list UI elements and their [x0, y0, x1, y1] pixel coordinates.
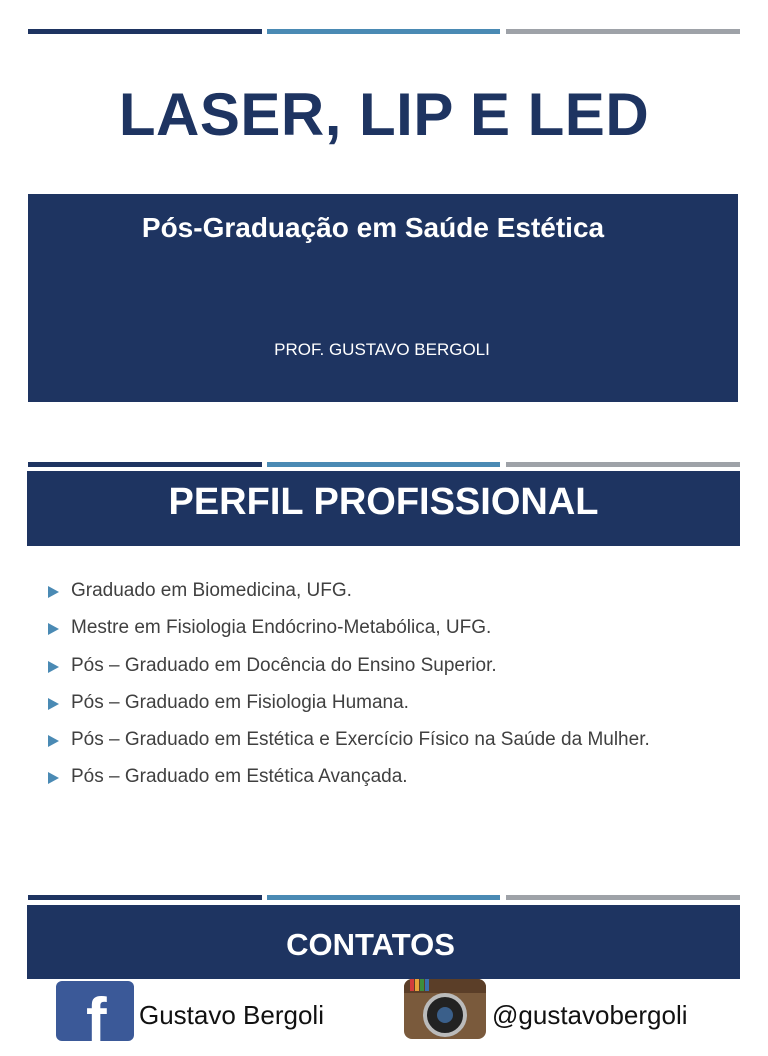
arrow-bullet-icon	[48, 735, 59, 747]
course-subtitle: Pós-Graduação em Saúde Estética	[141, 212, 605, 243]
stripe-gray	[506, 895, 740, 900]
facebook-icon[interactable]: f	[56, 981, 134, 1041]
middle-divider-stripes	[28, 462, 740, 467]
list-item: Pós – Graduado em Estética e Exercício Físico na Saúde da Mulher.	[48, 729, 650, 766]
stripe-navy	[28, 462, 262, 467]
arrow-bullet-icon	[48, 698, 59, 710]
instagram-icon[interactable]	[404, 979, 486, 1039]
stripe-blue	[267, 29, 500, 34]
arrow-bullet-icon	[48, 586, 59, 598]
list-item: Pós – Graduado em Docência do Ensino Superior.	[48, 655, 650, 692]
list-item: Mestre em Fisiologia Endócrino-Metabólica, UFG.	[48, 617, 650, 654]
contatos-heading: CONTATOS	[286, 927, 455, 962]
contatos-heading-bar	[27, 905, 740, 979]
list-item: Graduado em Biomedicina, UFG.	[48, 580, 650, 617]
stripe-gray	[506, 462, 740, 467]
list-item: Pós – Graduado em Fisiologia Humana.	[48, 692, 650, 729]
perfil-heading: PERFIL PROFISSIONAL	[168, 481, 599, 523]
facebook-contact-name[interactable]: Gustavo Bergoli	[139, 1000, 324, 1030]
perfil-heading-bar	[27, 471, 740, 546]
list-item: Pós – Graduado em Estética Avançada.	[48, 766, 650, 803]
bottom-divider-stripes	[28, 895, 740, 900]
slide-title: LASER, LIP E LED	[118, 81, 650, 148]
arrow-bullet-icon	[48, 661, 59, 673]
subtitle-box	[28, 194, 738, 402]
top-divider-stripes	[28, 29, 740, 34]
stripe-navy	[28, 895, 262, 900]
stripe-blue	[267, 462, 500, 467]
arrow-bullet-icon	[48, 772, 59, 784]
stripe-gray	[506, 29, 740, 34]
perfil-list	[48, 580, 650, 804]
stripe-navy	[28, 29, 262, 34]
stripe-blue	[267, 895, 500, 900]
instagram-handle[interactable]: @gustavobergoli	[492, 1000, 688, 1030]
professor-name: PROF. GUSTAVO BERGOLI	[274, 340, 490, 359]
arrow-bullet-icon	[48, 623, 59, 635]
